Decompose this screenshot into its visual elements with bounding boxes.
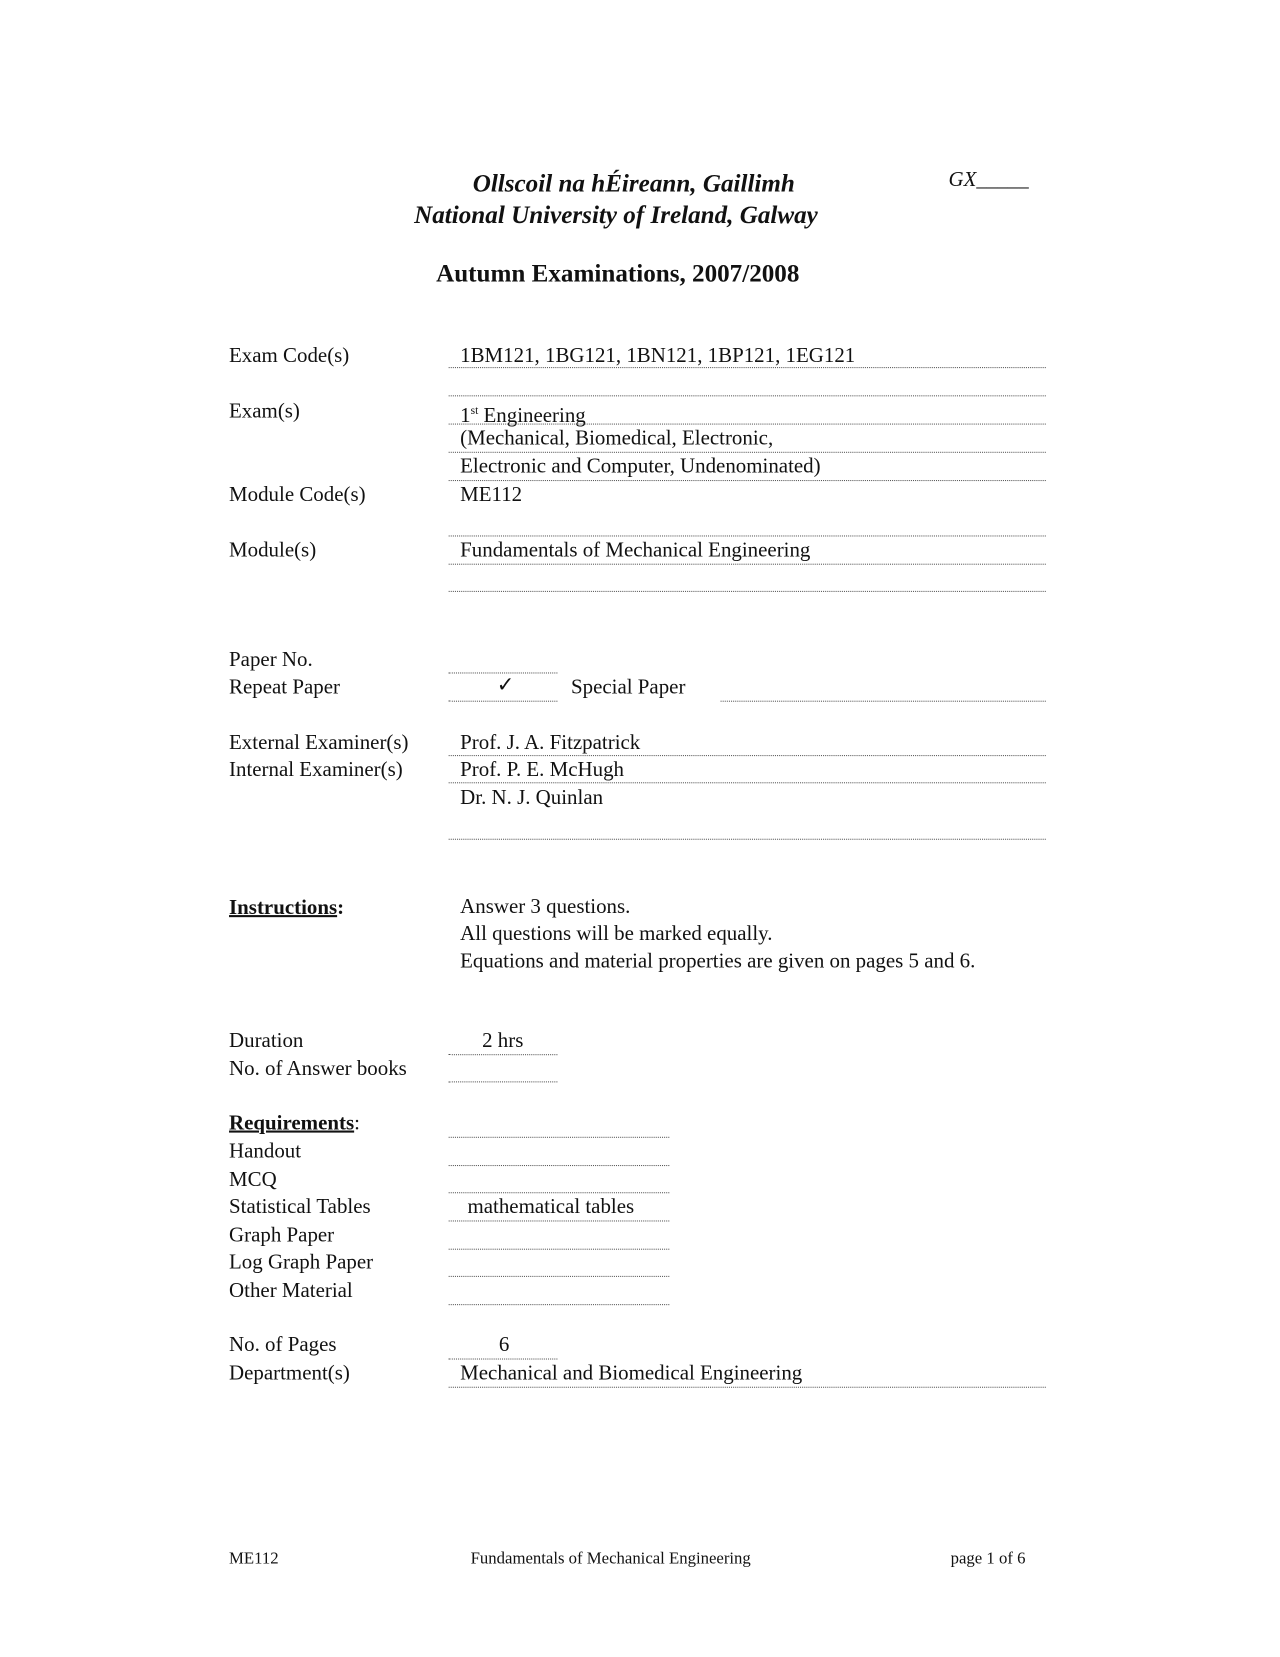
divider	[449, 591, 1046, 592]
internal-examiner-value-2: Dr. N. J. Quinlan	[460, 786, 604, 810]
duration-label: Duration	[229, 1029, 304, 1053]
divider	[449, 1165, 670, 1166]
handout-label: Handout	[229, 1139, 302, 1163]
log-graph-paper-label: Log Graph Paper	[229, 1250, 374, 1274]
other-material-label: Other Material	[229, 1279, 353, 1303]
divider	[449, 1358, 558, 1359]
divider	[449, 564, 1046, 565]
mcq-label: MCQ	[229, 1168, 277, 1192]
footer-module-code: ME112	[229, 1549, 279, 1568]
divider	[721, 701, 1046, 702]
divider	[449, 839, 1046, 840]
module-label: Module(s)	[229, 538, 317, 562]
divider	[449, 1304, 670, 1305]
requirements-label	[229, 1112, 360, 1135]
divider	[449, 701, 558, 702]
exam-codes-label: Exam Code(s)	[229, 344, 350, 368]
module-code-value: ME112	[460, 483, 523, 507]
divider	[449, 367, 1046, 368]
divider	[449, 1081, 558, 1082]
external-examiner-label: External Examiner(s)	[229, 731, 409, 755]
module-code-label: Module Code(s)	[229, 483, 366, 507]
duration-value: 2 hrs	[482, 1029, 524, 1053]
special-paper-label: Special Paper	[571, 675, 686, 699]
statistical-tables-label: Statistical Tables	[229, 1195, 371, 1219]
answer-books-label: No. of Answer books	[229, 1057, 407, 1081]
repeat-paper-checkmark: ✓	[496, 673, 515, 697]
divider	[449, 535, 1046, 536]
exam-session-title: Autumn Examinations, 2007/2008	[436, 260, 800, 288]
exams-value-line3: Electronic and Computer, Undenominated)	[460, 454, 821, 478]
exams-suffix: st	[470, 404, 479, 418]
pages-value: 6	[498, 1333, 510, 1357]
divider	[449, 1192, 670, 1193]
external-examiner-value: Prof. J. A. Fitzpatrick	[460, 731, 641, 755]
instructions-colon: :	[337, 896, 345, 920]
exams-value-line2: (Mechanical, Biomedical, Electronic,	[460, 426, 774, 450]
module-value: Fundamentals of Mechanical Engineering	[460, 538, 811, 562]
repeat-paper-label: Repeat Paper	[229, 675, 340, 699]
graph-paper-label: Graph Paper	[229, 1223, 335, 1247]
instruction-item: All questions will be marked equally.	[460, 922, 773, 946]
university-irish-name: Ollscoil na hÉireann, Gaillimh	[472, 170, 795, 198]
statistical-tables-value: mathematical tables	[467, 1195, 635, 1219]
divider	[449, 782, 1046, 783]
divider	[449, 480, 1046, 481]
divider	[449, 424, 1046, 425]
divider	[449, 395, 1046, 396]
department-label: Department(s)	[229, 1361, 350, 1385]
instruction-item: Equations and material properties are given on pages 5 and 6.	[460, 949, 976, 973]
divider	[449, 1220, 670, 1221]
university-english-name: National University of Ireland, Galway	[414, 201, 818, 230]
pages-label: No. of Pages	[229, 1333, 337, 1357]
divider	[449, 755, 1046, 756]
divider	[449, 1387, 1046, 1388]
divider	[449, 452, 1046, 453]
exams-label: Exam(s)	[229, 399, 300, 423]
exams-number: 1	[460, 404, 471, 428]
internal-examiner-label: Internal Examiner(s)	[229, 758, 403, 782]
gx-code: GX_____	[948, 168, 1029, 192]
footer-page-number: page 1 of 6	[950, 1549, 1026, 1568]
instructions-heading: Instructions	[229, 896, 338, 920]
instructions-label	[229, 896, 344, 919]
footer-module-title: Fundamentals of Mechanical Engineering	[470, 1549, 751, 1568]
instruction-item: Answer 3 questions.	[460, 895, 631, 919]
divider	[449, 1249, 670, 1250]
divider	[449, 1137, 670, 1138]
department-value: Mechanical and Biomedical Engineering	[460, 1361, 803, 1385]
divider	[449, 1054, 558, 1055]
exams-program: Engineering	[478, 404, 586, 428]
internal-examiner-value-1: Prof. P. E. McHugh	[460, 758, 624, 782]
paper-no-label: Paper No.	[229, 648, 313, 672]
divider	[449, 1276, 670, 1277]
requirements-heading: Requirements	[229, 1111, 355, 1135]
requirements-colon: :	[354, 1111, 360, 1135]
exam-codes-value: 1BM121, 1BG121, 1BN121, 1BP121, 1EG121	[460, 344, 856, 368]
